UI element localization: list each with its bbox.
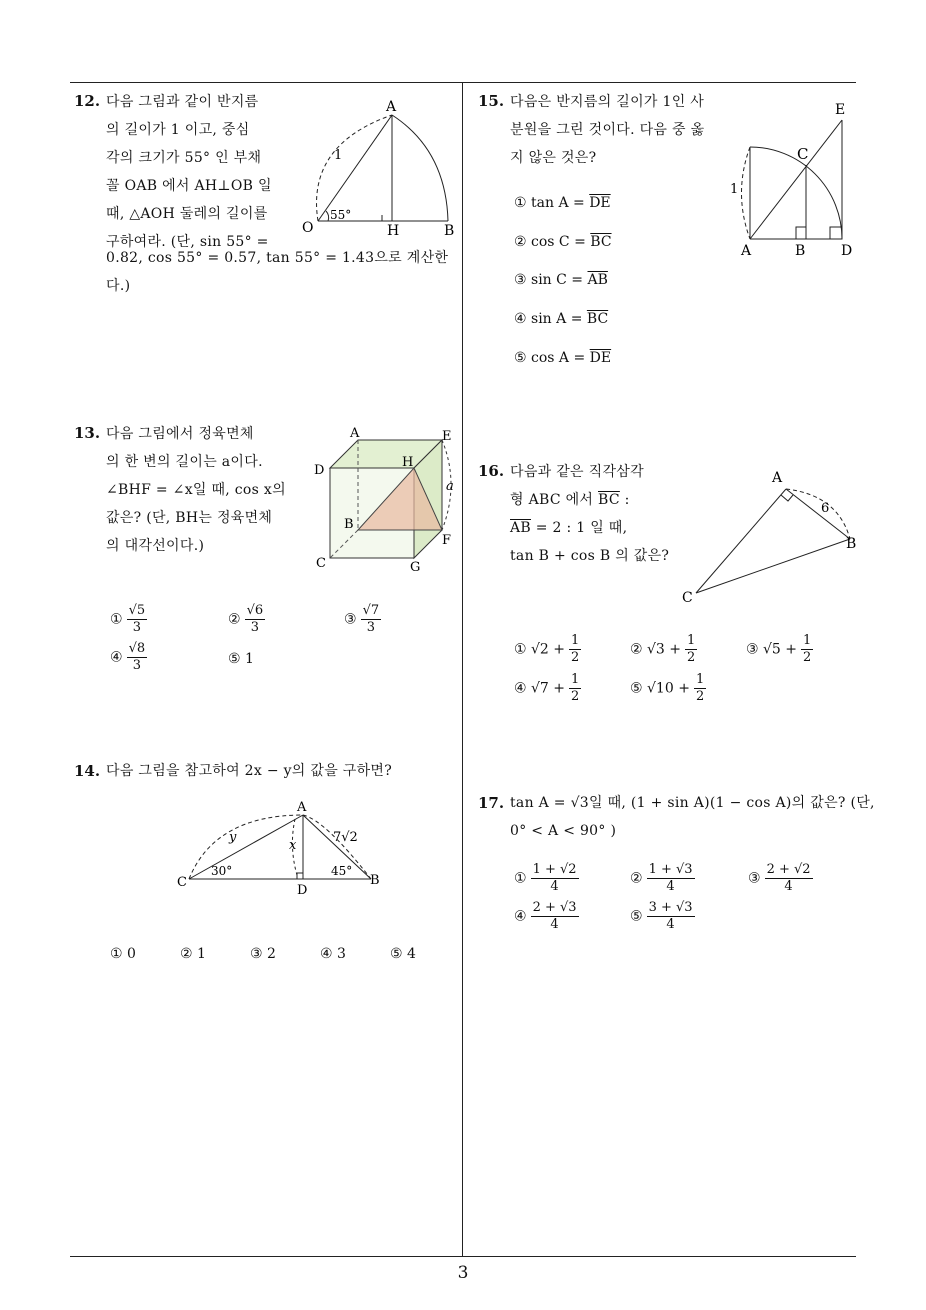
q17-option-3[interactable]: ③ $\frac{2 + √2}{4}$ [748, 862, 811, 894]
q13-label-h: H [402, 455, 414, 470]
q16-option-1[interactable]: ① √2 + $\frac{1}{2}$ [514, 633, 580, 665]
q16-line: 다음과 같은 직각삼각 [510, 464, 644, 480]
q16-number: 16. [478, 462, 505, 480]
q12-number: 12. [74, 92, 101, 110]
q17-option-2[interactable]: ② $\frac{1 + √3}{4}$ [630, 862, 693, 894]
q15-label-d: D [841, 243, 853, 259]
q14-text: 다음 그림을 참고하여 2x − y의 값을 구하면? [106, 763, 393, 779]
q16-label-b: B [846, 536, 857, 552]
q16-text [510, 458, 670, 570]
q12-line: 다.) [106, 278, 131, 294]
q16-option-4[interactable]: ④ √7 + $\frac{1}{2}$ [514, 672, 580, 704]
q13-line: 의 대각선이다.) [106, 538, 205, 554]
q14-label-side: 7√2 [333, 830, 358, 845]
q16-line: $\overline{AB} = 2$ : 1 일 때, [510, 520, 628, 536]
q14-option-3[interactable]: ③ 2 [250, 946, 276, 962]
q15-quadrant-figure [725, 95, 860, 260]
q13-label-d: D [314, 463, 325, 478]
q13-label-side: a [446, 479, 454, 494]
q13-label-c: C [316, 556, 326, 571]
q12-text-wide [106, 244, 458, 300]
q16-label-side: 6 [821, 501, 830, 516]
q12-line: 각의 크기가 55° 인 부채 [106, 150, 262, 166]
q13-label-a: A [350, 426, 360, 441]
q13-label-b: B [344, 517, 354, 532]
q15-option-3[interactable]: ③ $\sin C = \overline{AB}$ [514, 272, 608, 288]
q15-text [510, 88, 730, 172]
q14-triangle-figure [175, 795, 390, 900]
q13-label-f: F [442, 533, 452, 548]
q12-label-radius: 1 [334, 148, 343, 163]
q14-label-a: A [297, 800, 307, 815]
q13-line: ∠BHF = ∠x일 때, cos x의 [106, 482, 286, 498]
top-rule [70, 82, 856, 83]
q12-label-angle: 55° [330, 208, 352, 222]
q15-label-e: E [835, 102, 846, 118]
q12-label-a: A [386, 99, 397, 115]
q16-option-5[interactable]: ⑤ √10 + $\frac{1}{2}$ [630, 672, 705, 704]
q12-line: 꼴 OAB 에서 AH⊥OB 일 [106, 178, 272, 194]
q13-cube-figure [310, 424, 462, 576]
q13-number: 13. [74, 424, 101, 442]
q16-line: 형 ABC 에서 $\overline{BC}$ : [510, 492, 630, 508]
q14-label-y: y [229, 830, 237, 845]
q12-line: 다음 그림과 같이 반지름 [106, 94, 259, 110]
q15-option-4[interactable]: ④ $\sin A = \overline{BC}$ [514, 311, 609, 327]
q14-option-1[interactable]: ① 0 [110, 946, 136, 962]
q17-line: 0° < A < 90° ) [510, 823, 617, 839]
q13-label-e: E [442, 429, 452, 444]
q15-number: 15. [478, 92, 505, 110]
q12-line: 때, △AOH 둘레의 길이를 [106, 206, 268, 222]
q16-option-3[interactable]: ③ √5 + $\frac{1}{2}$ [746, 633, 812, 665]
bottom-rule [70, 1256, 856, 1257]
q15-label-one: 1 [730, 182, 739, 197]
q17-line: tan A = √3일 때, (1 + sin A)(1 − cos A)의 값은? (단, [510, 795, 875, 811]
q15-line: 지 않은 것은? [510, 150, 597, 166]
q15-line: 분원을 그린 것이다. 다음 중 옳 [510, 122, 705, 138]
q12-label-h: H [387, 223, 400, 239]
q13-option-1[interactable]: ① $\frac{√5}{3}$ [110, 603, 146, 635]
q13-option-3[interactable]: ③ $\frac{√7}{3}$ [344, 603, 380, 635]
q14-option-2[interactable]: ② 1 [180, 946, 206, 962]
q15-option-5[interactable]: ⑤ $\cos A = \overline{DE}$ [514, 350, 612, 366]
q14-label-x: x [289, 838, 297, 853]
q17-number: 17. [478, 794, 505, 812]
q14-label-angle-b: 45° [331, 864, 353, 878]
q15-label-b: B [795, 243, 806, 259]
q16-label-a: A [772, 470, 783, 486]
q14-label-angle-c: 30° [211, 864, 233, 878]
q16-option-2[interactable]: ② √3 + $\frac{1}{2}$ [630, 633, 696, 665]
q13-option-2[interactable]: ② $\frac{√6}{3}$ [228, 603, 264, 635]
q12-line: 의 길이가 1 이고, 중심 [106, 122, 250, 138]
q15-label-a: A [741, 243, 752, 259]
q17-option-4[interactable]: ④ $\frac{2 + √3}{4}$ [514, 900, 577, 932]
q14-label-d: D [297, 883, 308, 898]
q16-line: tan B + cos B 의 값은? [510, 548, 670, 564]
q13-line: 다음 그림에서 정육면체 [106, 426, 254, 442]
q13-option-5[interactable]: ⑤ 1 [228, 651, 254, 667]
q14-label-c: C [177, 875, 187, 890]
q17-text [510, 789, 875, 845]
q17-option-5[interactable]: ⑤ $\frac{3 + √3}{4}$ [630, 900, 693, 932]
column-divider [462, 82, 463, 1257]
q13-line: 값은? (단, BH는 정육면체 [106, 510, 273, 526]
q13-option-4[interactable]: ④ $\frac{√8}{3}$ [110, 641, 146, 673]
q12-line: 0.82, cos 55° = 0.57, tan 55° = 1.43으로 계산한 [106, 250, 449, 266]
q17-option-1[interactable]: ① $\frac{1 + √2}{4}$ [514, 862, 577, 894]
q15-option-1[interactable]: ① $\tan A = \overline{DE}$ [514, 195, 611, 211]
q14-option-5[interactable]: ⑤ 4 [390, 946, 416, 962]
q14-number: 14. [74, 762, 101, 780]
q12-text [106, 88, 296, 256]
q15-label-c: C [797, 145, 809, 163]
q12-sector-figure [296, 95, 462, 240]
q14-label-b: B [370, 873, 380, 888]
q14-option-4[interactable]: ④ 3 [320, 946, 346, 962]
q15-line: 다음은 반지름의 길이가 1인 사 [510, 94, 705, 110]
q13-text [106, 420, 296, 560]
q12-label-o: O [302, 220, 314, 236]
q16-label-c: C [682, 590, 693, 606]
q13-label-g: G [410, 560, 421, 575]
q12-label-b: B [444, 223, 455, 239]
q13-line: 의 한 변의 길이는 a이다. [106, 454, 263, 470]
q15-option-2[interactable]: ② $\cos C = \overline{BC}$ [514, 234, 612, 250]
q16-triangle-figure [678, 465, 862, 610]
q12-line: 구하여라. (단, sin 55° = [106, 234, 269, 250]
page-number: 3 [457, 1263, 469, 1283]
